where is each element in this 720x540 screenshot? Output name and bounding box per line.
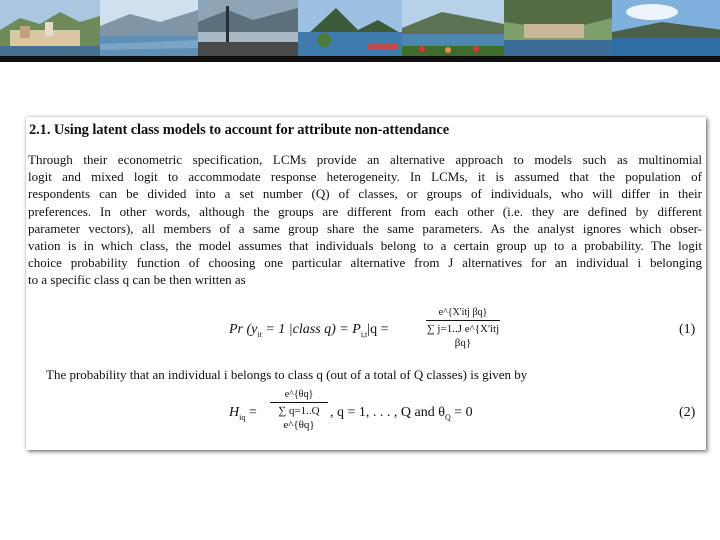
- eq2-lhs: H: [229, 405, 240, 420]
- paragraph-line: Through their econometric specification, LCMs provide an alternative approach to models such as multinomial: [28, 152, 702, 167]
- equation-1: [229, 322, 388, 339]
- lake-hills-photo: [100, 0, 198, 56]
- eq1-lhs-sub: it: [257, 329, 262, 339]
- lake-flowers-photo: [402, 0, 504, 56]
- eq1-p-rest: |q =: [367, 322, 389, 337]
- paragraph-line: respondents can be divided into a set number (Q) of classes, or groups of individuals, who will differ in their: [28, 186, 702, 202]
- eq1-lhs: Pr (y: [229, 322, 258, 337]
- eq1-numerator: e^{X'itj βq}: [438, 307, 488, 318]
- paragraph-line: preferences. In other words, although the groups are different from each other (i.e. they are defined by different: [28, 203, 702, 219]
- lake-mountain-view-photo: [298, 0, 402, 56]
- banner-divider: [0, 56, 720, 62]
- paragraph-line: vation is in which class, the model assumes that individuals belong to a certain group up to a probability. The logit: [28, 238, 702, 254]
- paragraph-line: logit and mixed logit to accommodate response heterogeneity. In LCMs, it is assumed that the population of: [28, 169, 702, 185]
- equation-2-rest: [330, 405, 473, 422]
- fraction-bar: [270, 402, 328, 403]
- paragraph-line: choice probability function of choosing one particular alternative from J alternatives for an individual i belonging: [28, 255, 702, 271]
- eq2-eq-sign: =: [248, 405, 257, 420]
- document-excerpt: [26, 117, 706, 450]
- eq1-denominator: ∑ j=1..J e^{X'itj βq}: [426, 323, 500, 349]
- equation-2-fraction: [270, 389, 328, 432]
- eq1-lhs-rest: = 1 |class q) = P: [261, 322, 361, 337]
- paragraph-line: parameter vectors), all members of a same group share the same parameters. As the analyst ignores which obser-: [28, 220, 702, 236]
- eq2-lhs-sub: iq: [239, 412, 246, 422]
- lake-town-aerial-photo: [504, 0, 612, 56]
- equation-2-number: (2): [679, 405, 696, 420]
- eq2-rest-end: = 0: [450, 405, 473, 420]
- eq2-rest-sub: Q: [444, 412, 451, 422]
- paragraph-line: to a specific class q can be then written as: [28, 272, 246, 288]
- eq1-p-sub: i,t: [360, 329, 368, 339]
- equation-1-number: (1): [679, 322, 696, 337]
- photo-banner: [0, 0, 720, 56]
- lake-sky-photo: [612, 0, 720, 56]
- equation-2-intro: The probability that an individual i belongs to class q (out of a total of Q classes) is given by: [46, 367, 528, 382]
- section-heading: 2.1. Using latent class models to account for attribute non-attendance: [29, 122, 450, 138]
- body-paragraph: [28, 151, 702, 289]
- lakeside-village-photo: [0, 0, 100, 56]
- lakefront-promenade-photo: [198, 0, 298, 56]
- equation-1-fraction: [426, 307, 500, 350]
- eq2-denominator: ∑ q=1..Q e^{θq}: [278, 405, 320, 431]
- eq2-numerator: e^{θq}: [284, 389, 314, 400]
- eq2-rest: , q = 1, . . . , Q and θ: [330, 405, 445, 420]
- equation-2-lhs: [229, 405, 257, 422]
- fraction-bar: [426, 320, 500, 321]
